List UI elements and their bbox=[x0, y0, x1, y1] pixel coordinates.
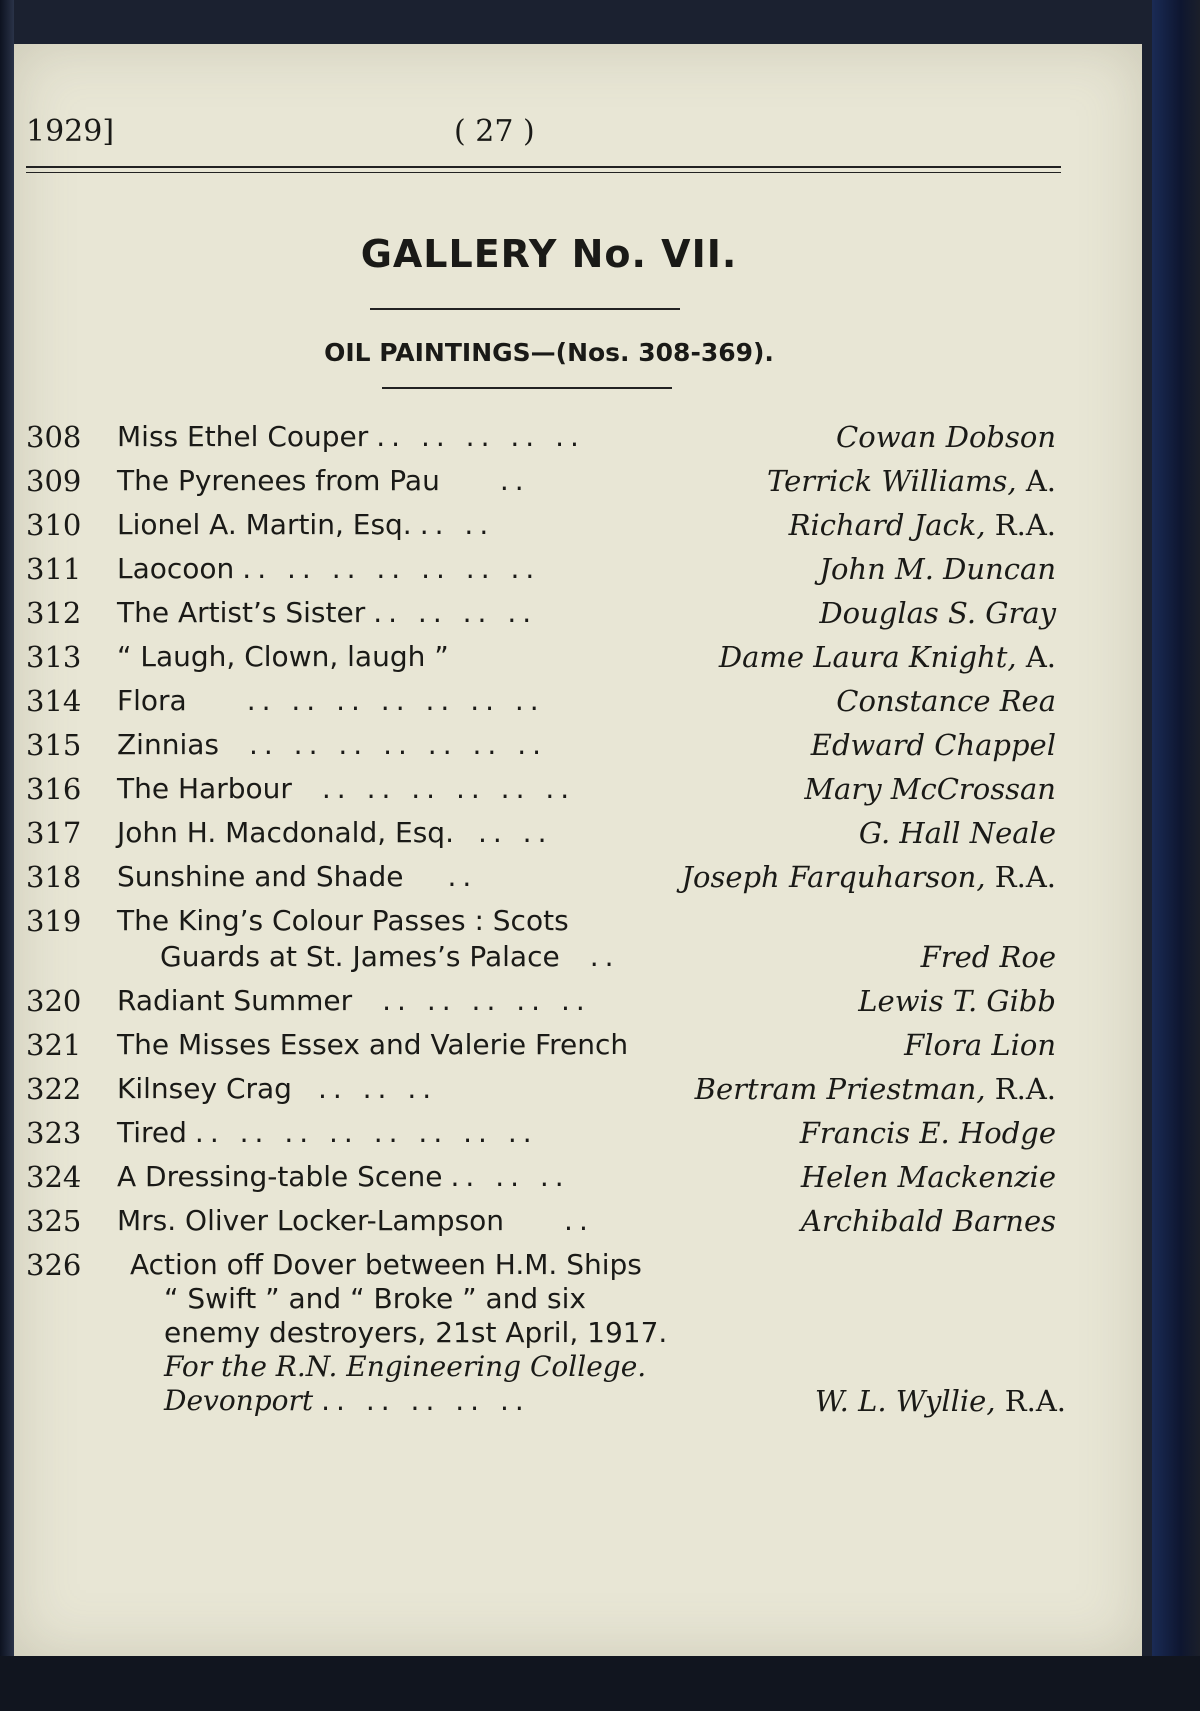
entry-title bbox=[117, 684, 545, 717]
entry-artist bbox=[804, 772, 1056, 806]
entry-leader: .. .. bbox=[477, 816, 553, 849]
artist-name: Cowan Dobson bbox=[836, 420, 1056, 454]
header-rule bbox=[26, 166, 1061, 168]
entry-number: 308 bbox=[26, 420, 82, 454]
entry-leader: .. .. .. .. .. bbox=[376, 420, 585, 453]
entry-number: 313 bbox=[26, 640, 82, 674]
entry-number: 322 bbox=[26, 1072, 82, 1106]
entry-leader: .. .. .. bbox=[317, 1072, 438, 1105]
entry-title bbox=[117, 1028, 636, 1061]
entry-title-text: Lionel A. Martin, Esq. bbox=[117, 508, 412, 541]
entry-artist bbox=[767, 464, 1056, 498]
entry-title-text: The Artist’s Sister bbox=[117, 596, 366, 629]
entry-artist bbox=[801, 1160, 1056, 1194]
entry-title-text: John H. Macdonald, Esq. bbox=[117, 816, 454, 849]
entry-number: 314 bbox=[26, 684, 82, 718]
entry-artist bbox=[801, 1204, 1056, 1238]
catalogue-entry bbox=[14, 904, 1142, 984]
header-rule-thin bbox=[26, 172, 1061, 173]
entry-title-text: Sunshine and Shade bbox=[117, 860, 404, 893]
artist-name: Terrick Williams, bbox=[767, 464, 1017, 498]
entry-artist bbox=[815, 1384, 1066, 1418]
entry-number: 311 bbox=[26, 552, 82, 586]
entry-title bbox=[117, 1160, 570, 1193]
entry-title: The King’s Colour Passes : Scots bbox=[117, 904, 569, 937]
catalogue-entry bbox=[14, 772, 1142, 816]
entry-artist bbox=[904, 1028, 1056, 1062]
entry-leader: .. .. bbox=[419, 508, 495, 541]
entry-title bbox=[117, 860, 477, 893]
section-title: OIL PAINTINGS—(Nos. 308-369). bbox=[324, 338, 774, 367]
entry-leader: .. .. .. .. .. .. .. bbox=[246, 684, 545, 717]
entry-artist bbox=[858, 984, 1056, 1018]
entry-artist bbox=[695, 1072, 1056, 1106]
entry-title-text: The Misses Essex and Valerie French bbox=[117, 1028, 629, 1061]
catalogue-entry bbox=[14, 1160, 1142, 1204]
entry-number: 326 bbox=[26, 1248, 82, 1282]
entry-title bbox=[117, 1116, 538, 1149]
entry-number: 320 bbox=[26, 984, 82, 1018]
catalogue-entry bbox=[14, 1072, 1142, 1116]
entry-title bbox=[117, 1072, 437, 1105]
catalogue-entry bbox=[14, 1116, 1142, 1160]
entry-title bbox=[117, 596, 537, 629]
artist-name: Douglas S. Gray bbox=[819, 596, 1056, 630]
entry-number: 316 bbox=[26, 772, 82, 806]
entry-artist bbox=[811, 728, 1056, 762]
entry-leader: .. .. .. .. .. bbox=[321, 1384, 530, 1417]
entry-title bbox=[117, 1204, 594, 1237]
entry-number: 324 bbox=[26, 1160, 82, 1194]
artist-name: Francis E. Hodge bbox=[799, 1116, 1056, 1150]
catalogue-entry bbox=[14, 552, 1142, 596]
catalogue-entry bbox=[14, 860, 1142, 904]
book-binding-right bbox=[1152, 0, 1200, 1711]
entry-title bbox=[117, 984, 591, 1017]
artist-name: Archibald Barnes bbox=[800, 1204, 1056, 1238]
entry-artist bbox=[719, 640, 1056, 674]
catalogue-entry bbox=[14, 1248, 1142, 1438]
entry-leader: .. .. .. .. .. .. bbox=[321, 772, 576, 805]
title-rule bbox=[370, 308, 680, 310]
entry-leader: .. .. .. .. .. .. .. bbox=[242, 552, 541, 585]
artist-name: Flora Lion bbox=[904, 1028, 1056, 1062]
entry-title-text: Zinnias bbox=[117, 728, 219, 761]
entry-title-text: Radiant Summer bbox=[117, 984, 353, 1017]
entry-number: 323 bbox=[26, 1116, 82, 1150]
book-binding-left bbox=[0, 0, 14, 1711]
entry-artist bbox=[800, 1116, 1056, 1150]
entry-title-text: The Harbour bbox=[117, 772, 292, 805]
gallery-title: GALLERY No. VII. bbox=[360, 232, 738, 276]
artist-suffix: R.A. bbox=[985, 860, 1056, 894]
entry-title bbox=[117, 816, 553, 849]
artist-name: Edward Chappel bbox=[810, 728, 1056, 762]
entry-title-text: Kilnsey Crag bbox=[117, 1072, 292, 1105]
entry-artist bbox=[789, 508, 1056, 542]
catalogue-entry bbox=[14, 728, 1142, 772]
entry-artist bbox=[921, 940, 1056, 974]
book-binding-bottom bbox=[0, 1656, 1200, 1711]
artist-name: Dame Laura Knight, bbox=[718, 640, 1017, 674]
artist-suffix: R.A. bbox=[985, 1072, 1056, 1106]
entry-note-continued bbox=[164, 1384, 530, 1417]
entry-title-text: Tired bbox=[117, 1116, 187, 1149]
entry-title bbox=[117, 420, 585, 453]
artist-name: W. L. Wyllie, bbox=[814, 1384, 996, 1418]
entry-leader: .. .. .. .. .. .. .. .. bbox=[194, 1116, 538, 1149]
entry-leader: .. bbox=[499, 464, 530, 497]
entry-title-text: A Dressing-table Scene bbox=[117, 1160, 443, 1193]
entry-artist bbox=[836, 684, 1056, 718]
entry-artist bbox=[859, 816, 1056, 850]
page-number: ( 27 ) bbox=[454, 114, 535, 149]
section-rule bbox=[382, 387, 672, 389]
catalogue-entry bbox=[14, 596, 1142, 640]
catalogue-entry bbox=[14, 1204, 1142, 1248]
artist-name: Helen Mackenzie bbox=[800, 1160, 1056, 1194]
catalogue-entry bbox=[14, 684, 1142, 728]
entry-title bbox=[117, 552, 540, 585]
artist-name: Mary McCrossan bbox=[804, 772, 1056, 806]
entry-title bbox=[117, 772, 575, 805]
entry-number: 319 bbox=[26, 904, 82, 938]
entry-number: 325 bbox=[26, 1204, 82, 1238]
artist-suffix: A. bbox=[1016, 464, 1056, 498]
entry-title-text: “ Laugh, Clown, laugh ” bbox=[117, 640, 449, 673]
artist-name: Joseph Farquharson, bbox=[681, 860, 986, 894]
entry-artist bbox=[819, 552, 1056, 586]
entry-leader bbox=[628, 1028, 636, 1061]
entry-leader: .. .. .. .. .. .. .. bbox=[248, 728, 547, 761]
artist-suffix: R.A. bbox=[995, 1384, 1066, 1418]
entry-number: 321 bbox=[26, 1028, 82, 1062]
catalogue-entry bbox=[14, 464, 1142, 508]
entry-title bbox=[117, 728, 547, 761]
entry-leader: .. .. .. bbox=[450, 1160, 570, 1193]
entry-leader: .. bbox=[589, 940, 620, 973]
entry-number: 317 bbox=[26, 816, 82, 850]
entry-number: 310 bbox=[26, 508, 82, 542]
entry-leader: .. bbox=[447, 860, 478, 893]
artist-suffix: A. bbox=[1016, 640, 1056, 674]
entry-title-text: The Pyrenees from Pau bbox=[117, 464, 440, 497]
entry-number: 309 bbox=[26, 464, 82, 498]
entry-leader: .. bbox=[564, 1204, 594, 1237]
entry-number: 315 bbox=[26, 728, 82, 762]
entry-number: 318 bbox=[26, 860, 82, 894]
entry-title-text: Miss Ethel Couper bbox=[117, 420, 369, 453]
artist-suffix: R.A. bbox=[985, 508, 1056, 542]
entry-leader: .. .. .. .. .. bbox=[382, 984, 591, 1017]
catalogue-entry bbox=[14, 508, 1142, 552]
entry-title-text: Guards at St. James’s Palace bbox=[160, 940, 560, 973]
entry-note: For the R.N. Engineering College. bbox=[164, 1350, 647, 1383]
entry-title-continued: enemy destroyers, 21st April, 1917. bbox=[164, 1316, 668, 1349]
entry-leader: .. .. .. .. bbox=[373, 596, 538, 629]
catalogue-entry bbox=[14, 420, 1142, 464]
entry-title-text: Laocoon bbox=[117, 552, 235, 585]
entry-title: Action off Dover between H.M. Ships bbox=[130, 1248, 642, 1281]
artist-name: G. Hall Neale bbox=[858, 816, 1056, 850]
catalogue-page bbox=[14, 44, 1142, 1656]
artist-name: Lewis T. Gibb bbox=[858, 984, 1056, 1018]
catalogue-entry bbox=[14, 984, 1142, 1028]
entry-number: 312 bbox=[26, 596, 82, 630]
artist-name: John M. Duncan bbox=[819, 552, 1056, 586]
entry-title-continued bbox=[160, 940, 620, 973]
entry-title bbox=[117, 464, 530, 497]
entry-title-text: Flora bbox=[117, 684, 187, 717]
entry-artist bbox=[836, 420, 1056, 454]
entry-title bbox=[117, 508, 494, 541]
entry-artist bbox=[819, 596, 1056, 630]
artist-name: Fred Roe bbox=[920, 940, 1056, 974]
entry-title-text: Mrs. Oliver Locker-Lampson bbox=[117, 1204, 505, 1237]
running-header-year: 1929] bbox=[26, 114, 115, 149]
entry-note-text: Devonport bbox=[164, 1384, 314, 1417]
entry-title-continued: “ Swift ” and “ Broke ” and six bbox=[164, 1282, 586, 1315]
entry-leader bbox=[449, 640, 457, 673]
catalogue-entry bbox=[14, 816, 1142, 860]
artist-name: Constance Rea bbox=[836, 684, 1056, 718]
artist-name: Richard Jack, bbox=[788, 508, 986, 542]
catalogue-entry bbox=[14, 1028, 1142, 1072]
entry-title bbox=[117, 640, 457, 673]
entry-artist bbox=[681, 860, 1056, 894]
catalogue-entry bbox=[14, 640, 1142, 684]
artist-name: Bertram Priestman, bbox=[694, 1072, 986, 1106]
